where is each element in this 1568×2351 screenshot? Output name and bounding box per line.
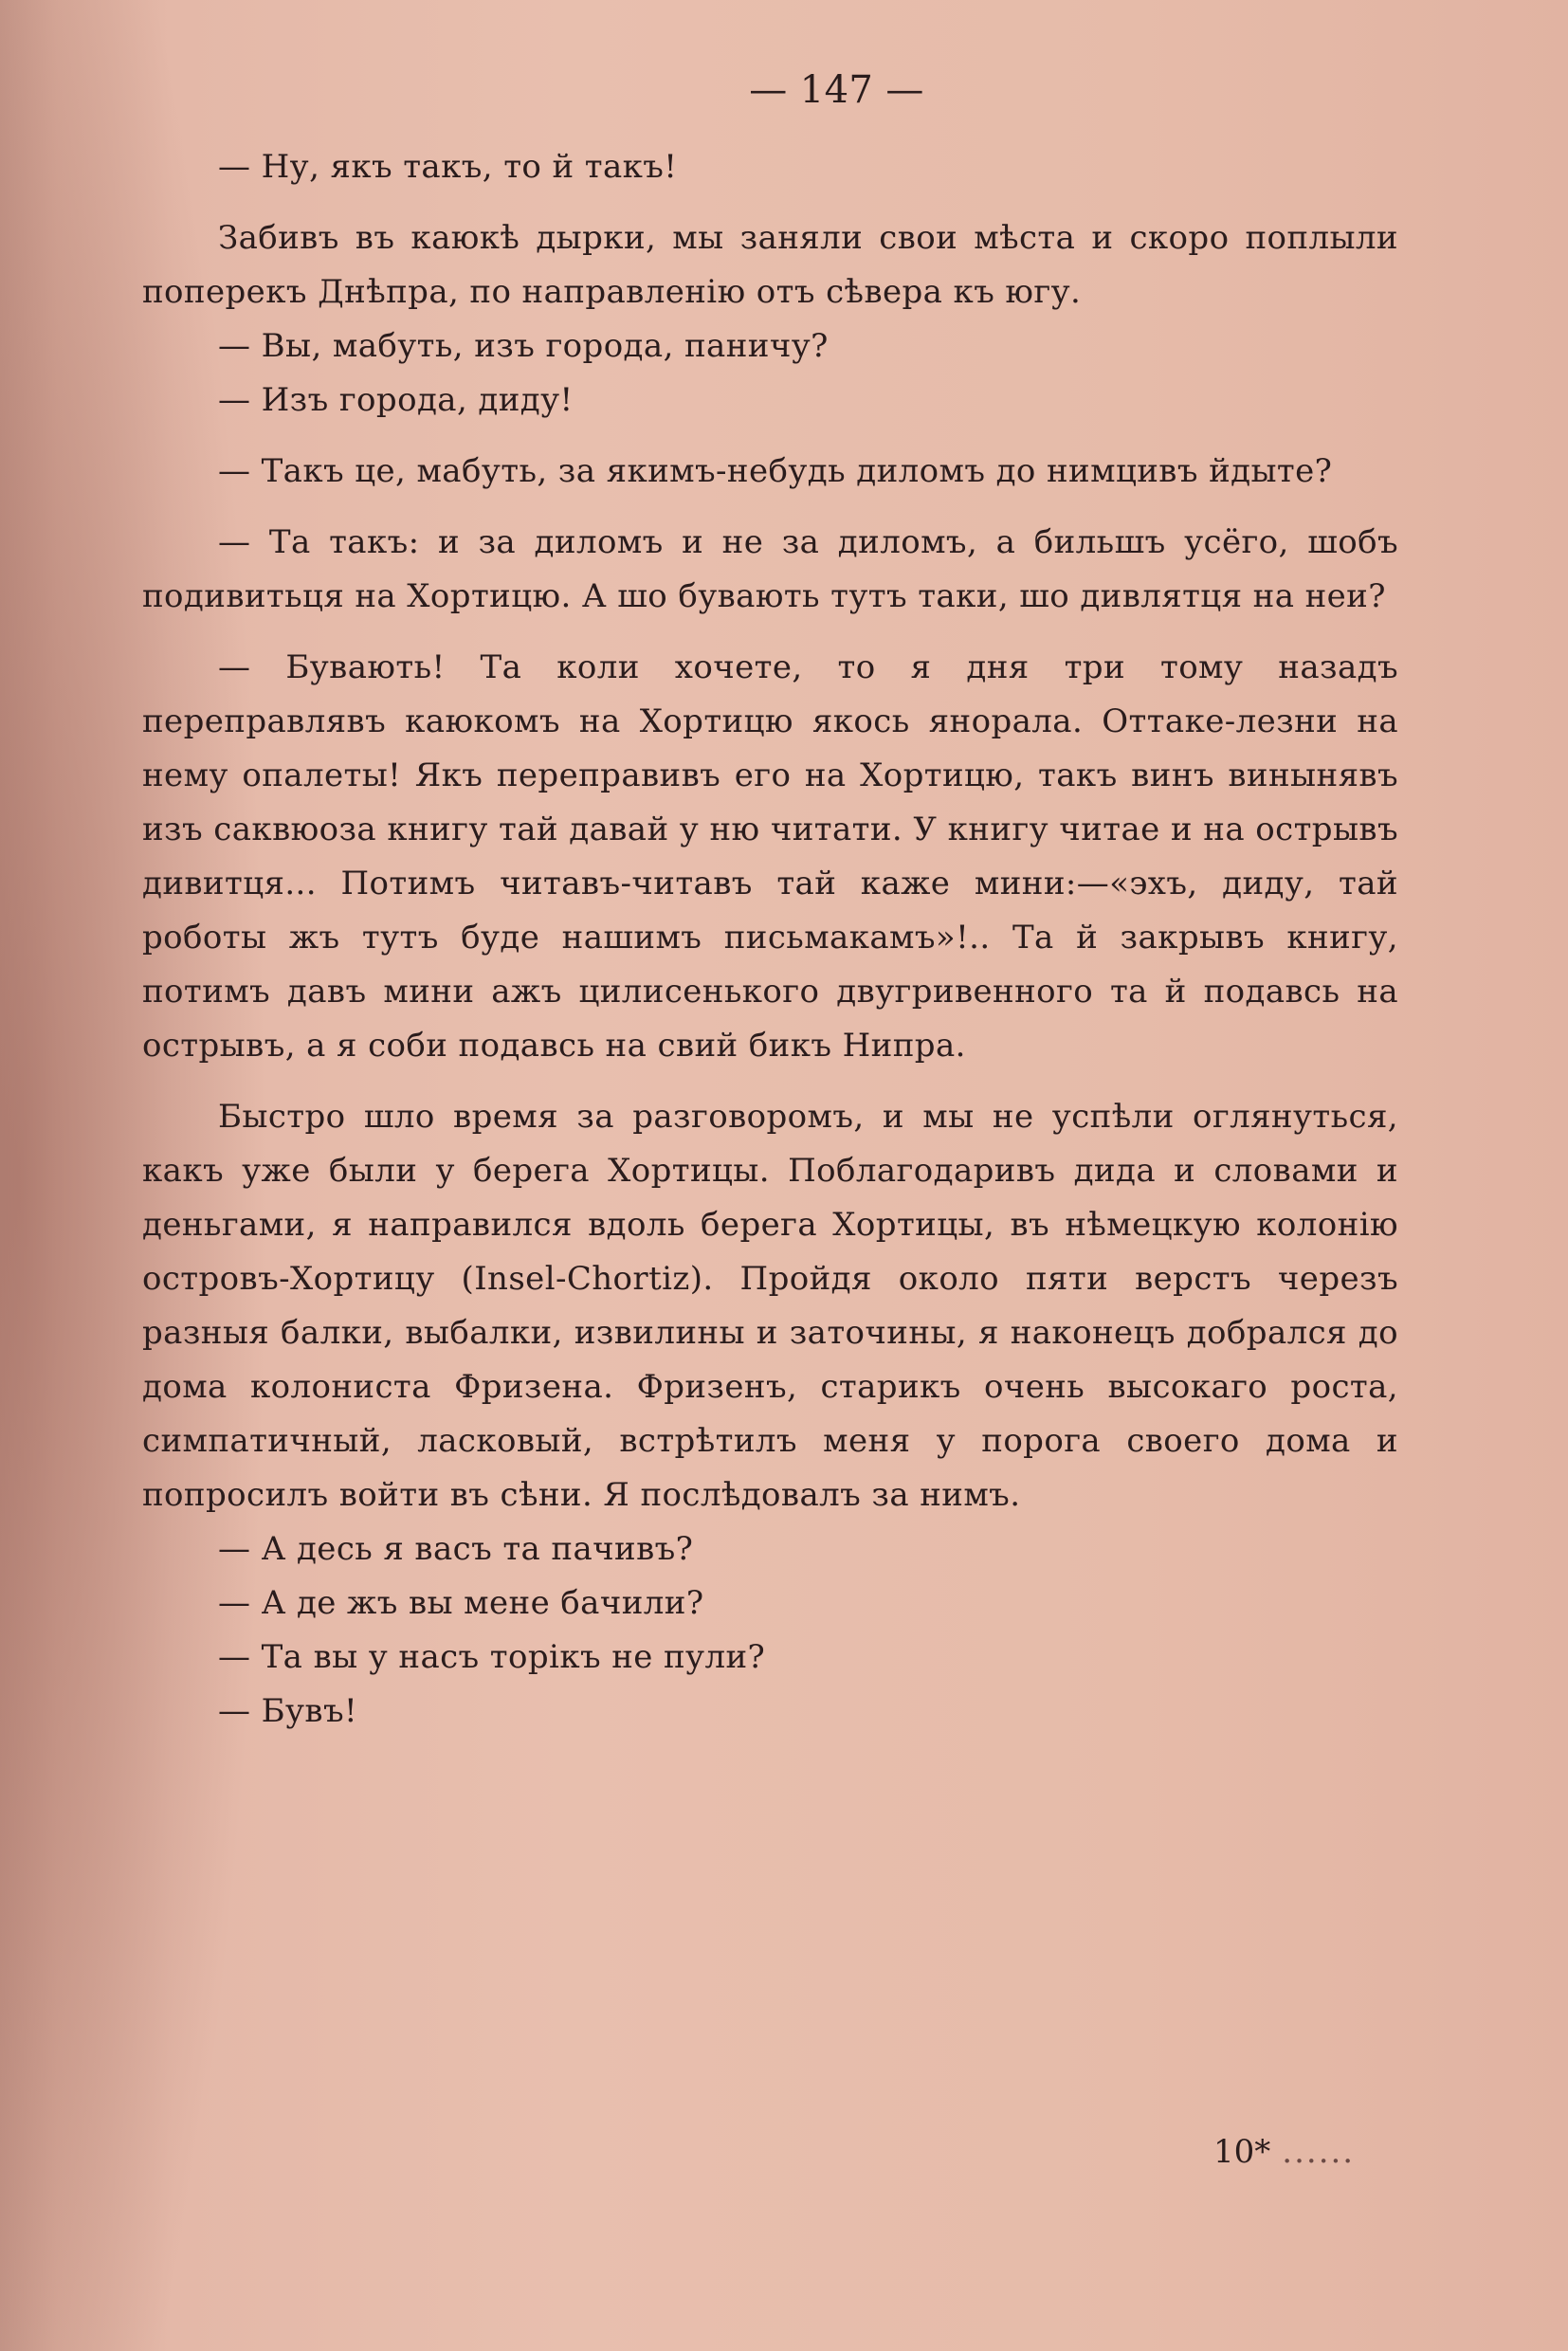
page-number: — 147 — <box>749 68 924 112</box>
paragraph-dialogue: — Та вы у насъ торікъ не пули? <box>218 1638 766 1676</box>
signature-mark: 10* <box>1213 2133 1271 2171</box>
paragraph-dialogue: — Изъ города, диду! <box>218 381 574 419</box>
paragraph-dialogue: — Такъ це, мабуть, за якимъ-небудь диломъ до нимцивъ йдыте? <box>218 452 1333 490</box>
paragraph-dialogue: — Вы, мабуть, изъ города, паничу? <box>218 327 829 365</box>
paragraph-dialogue: — Бувъ! <box>218 1692 358 1730</box>
paragraph-narration: Забивъ въ каюкѣ дырки, мы заняли свои мѣста и скоро поплыли поперекъ Днѣпра, по направленію отъ сѣвера къ югу. <box>142 219 1398 311</box>
paragraph-dialogue: — А десь я васъ та пачивъ? <box>218 1530 694 1568</box>
signature-mark-area <box>1213 2133 1355 2171</box>
paragraph-dialogue: — Ну, якъ такъ, то й такъ! <box>218 148 678 186</box>
page-text-block <box>142 57 1398 1739</box>
paragraph-dialogue: — Та такъ: и за диломъ и не за диломъ, а бильшъ усёго, шобъ подивитьця на Хортицю. А шо бувають тутъ таки, шо дивлятця на неи? <box>142 523 1398 615</box>
paragraph-dialogue: — А де жъ вы мене бачили? <box>218 1584 704 1622</box>
signature-dots: ...... <box>1282 2133 1356 2171</box>
paragraph-dialogue: — Бувають! Та коли хочете, то я дня три тому назадъ переправлявъ каюкомъ на Хортицю якось янорала. Оттаке-лезни на нему опалеты! Якъ переправивъ его на Хортицю, такъ винъ винынявъ изъ саквюоза книгу тай давай у ню читати. У книгу читае и на острывъ дивитця... Потимъ читавъ-читавъ тай каже мини:—«эхъ, диду, тай роботы жъ тутъ буде нашимъ письмакамъ»!.. Та й закрывъ книгу, потимъ давъ мини ажъ цилисенького двугривенного та й подавсь на острывъ, а я соби подавсь на свий бикъ Нипра. <box>142 648 1398 1065</box>
paragraph-narration: Быстро шло время за разговоромъ, и мы не успѣли оглянуться, какъ уже были у берега Хортицы. Поблагодаривъ дида и словами и деньгами, я направился вдоль берега Хортицы, въ нѣмецкую колонію островъ-Хортицу (Insel-Chortiz). Пройдя около пяти верстъ черезъ разныя балки, выбалки, извилины и заточины, я наконецъ добрался до дома колониста Фризена. Фризенъ, старикъ очень высокаго роста, симпатичный, ласковый, встрѣтилъ меня у порога своего дома и попросилъ войти въ сѣни. Я послѣдовалъ за нимъ. <box>142 1098 1398 1514</box>
